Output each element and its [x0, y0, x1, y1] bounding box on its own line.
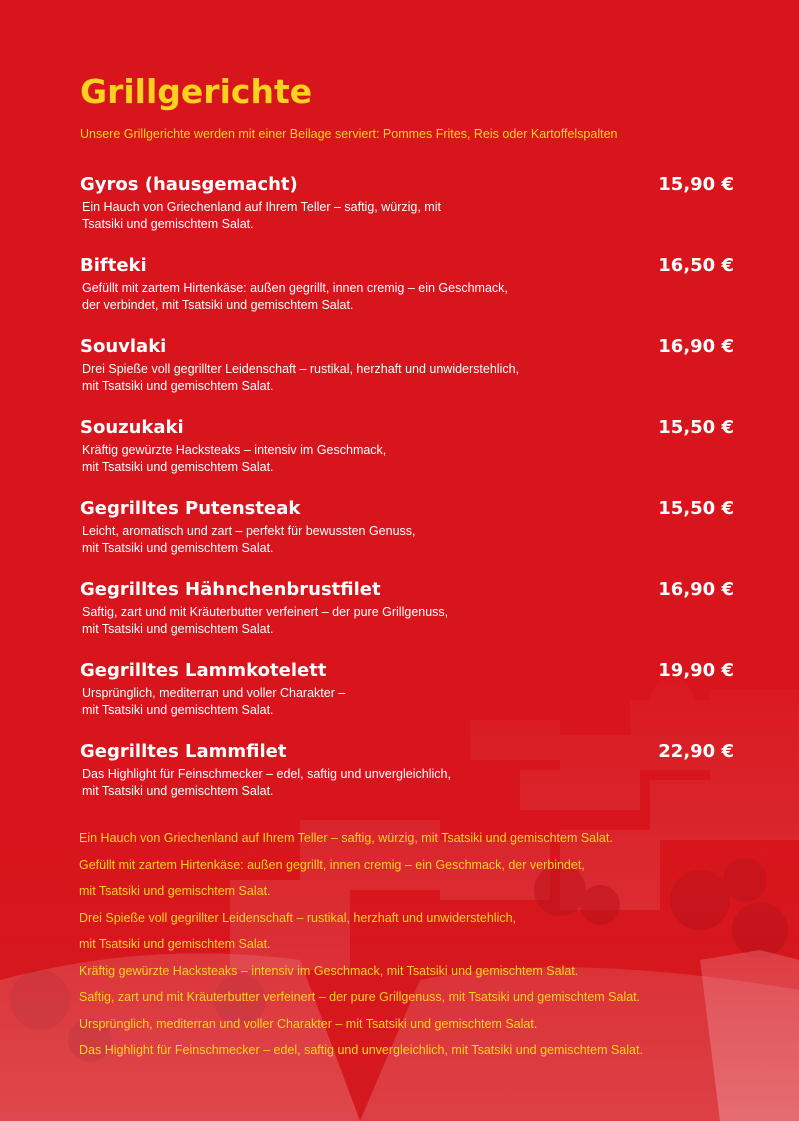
item-price: 16,90 € [658, 336, 734, 357]
item-price: 15,90 € [658, 174, 734, 195]
item-description [82, 604, 622, 637]
item-price: 15,50 € [658, 417, 734, 438]
summary-line: Drei Spieße voll gegrillter Leidenschaft – rustikal, herzhaft und unwiderstehlich, [79, 910, 517, 925]
menu-item [80, 174, 740, 255]
item-price: 22,90 € [658, 741, 734, 762]
item-description-line: Tsatsiki und gemischtem Salat. [82, 216, 254, 231]
item-description-line: Das Highlight für Feinschmecker – edel, saftig und unvergleichlich, [82, 767, 451, 781]
item-description [82, 685, 622, 718]
summary-line: Ein Hauch von Griechenland auf Ihrem Teller – saftig, würzig, mit Tsatsiki und gemischtem Salat. [79, 831, 613, 845]
item-description-line: mit Tsatsiki und gemischtem Salat. [82, 621, 274, 636]
item-name: Gegrilltes Lammfilet [80, 741, 287, 762]
item-description-line: mit Tsatsiki und gemischtem Salat. [82, 540, 274, 555]
menu-items [80, 174, 740, 822]
menu-item [80, 579, 740, 660]
item-description [82, 199, 622, 232]
item-name: Gyros (hausgemacht) [80, 174, 298, 195]
item-description-line: mit Tsatsiki und gemischtem Salat. [82, 783, 274, 798]
item-price: 19,90 € [658, 660, 734, 681]
item-description-line: Gefüllt mit zartem Hirtenkäse: außen gegrillt, innen cremig – ein Geschmack, [82, 281, 508, 295]
item-description-line: mit Tsatsiki und gemischtem Salat. [82, 702, 274, 717]
item-description-line: mit Tsatsiki und gemischtem Salat. [82, 459, 274, 474]
item-description [82, 766, 622, 799]
summary-line: Das Highlight für Feinschmecker – edel, saftig und unvergleichlich, mit Tsatsiki und gemischtem Salat. [79, 1043, 643, 1057]
menu-item [80, 417, 740, 498]
item-description [82, 523, 622, 556]
item-description-line: der verbindet, mit Tsatsiki und gemischtem Salat. [82, 297, 354, 312]
summary-line: mit Tsatsiki und gemischtem Salat. [79, 884, 271, 898]
menu-item [80, 498, 740, 579]
item-description-line: Ein Hauch von Griechenland auf Ihrem Teller – saftig, würzig, mit [82, 200, 441, 214]
item-price: 16,90 € [658, 579, 734, 600]
item-price: 16,50 € [658, 255, 734, 276]
item-description [82, 361, 622, 394]
page-subtitle: Unsere Grillgerichte werden mit einer Beilage serviert: Pommes Frites, Reis oder Kartoffelspalten [80, 127, 618, 141]
summary-line: Gefüllt mit zartem Hirtenkäse: außen gegrillt, innen cremig – ein Geschmack, der verbindet, [79, 857, 585, 872]
description-summary [79, 825, 759, 1064]
item-price: 15,50 € [658, 498, 734, 519]
item-name: Gegrilltes Hähnchenbrustfilet [80, 579, 381, 600]
item-name: Gegrilltes Lammkotelett [80, 660, 327, 681]
menu-item [80, 255, 740, 336]
item-description-line: Leicht, aromatisch und zart – perfekt für bewussten Genuss, [82, 524, 416, 538]
menu-item [80, 336, 740, 417]
summary-line: mit Tsatsiki und gemischtem Salat. [79, 937, 271, 951]
item-name: Souvlaki [80, 336, 167, 357]
summary-line: Ursprünglich, mediterran und voller Charakter – mit Tsatsiki und gemischtem Salat. [79, 1016, 538, 1031]
menu-item [80, 741, 740, 822]
item-description-line: Kräftig gewürzte Hacksteaks – intensiv im Geschmack, [82, 443, 387, 457]
item-name: Bifteki [80, 255, 147, 276]
menu-item [80, 660, 740, 741]
page-title: Grillgerichte [80, 72, 313, 111]
item-name: Gegrilltes Putensteak [80, 498, 301, 519]
item-description-line: mit Tsatsiki und gemischtem Salat. [82, 378, 274, 393]
item-description [82, 442, 622, 475]
item-description-line: Saftig, zart und mit Kräuterbutter verfeinert – der pure Grillgenuss, [82, 605, 449, 619]
item-name: Souzukaki [80, 417, 184, 438]
item-description-line: Ursprünglich, mediterran und voller Charakter – [82, 686, 346, 700]
summary-line: Saftig, zart und mit Kräuterbutter verfeinert – der pure Grillgenuss, mit Tsatsiki und gemischtem Salat. [79, 990, 641, 1004]
summary-line: Kräftig gewürzte Hacksteaks – intensiv im Geschmack, mit Tsatsiki und gemischtem Salat. [79, 963, 579, 978]
item-description-line: Drei Spieße voll gegrillter Leidenschaft – rustikal, herzhaft und unwiderstehlich, [82, 362, 520, 376]
item-description [82, 280, 622, 313]
